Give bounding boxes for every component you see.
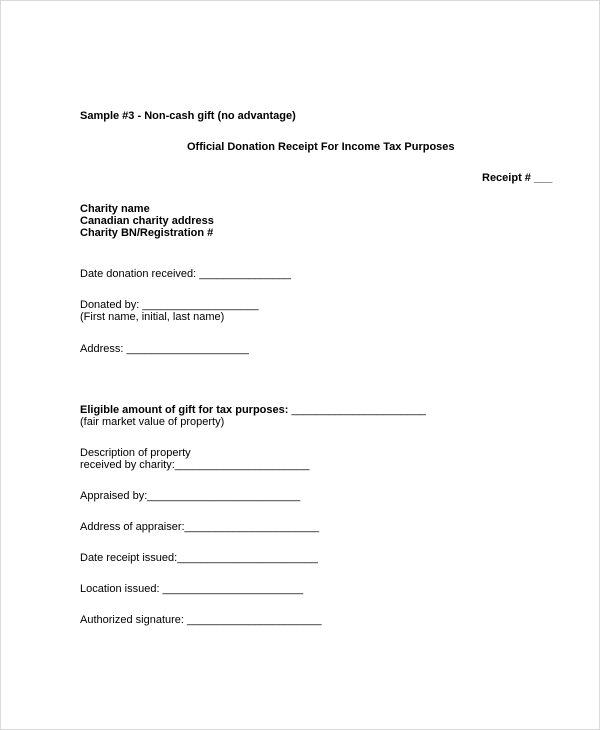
description-line-1: Description of property xyxy=(80,447,191,459)
receipt-number: Receipt # ___ xyxy=(482,172,553,184)
charity-registration: Charity BN/Registration # xyxy=(80,227,214,239)
charity-address: Canadian charity address xyxy=(80,215,214,227)
document-title: Official Donation Receipt For Income Tax Purposes xyxy=(187,141,455,153)
eligible-amount-line: ______________________ xyxy=(288,404,427,416)
authorized-signature-field: Authorized signature: ______________________ xyxy=(80,614,322,626)
donated-by-field: Donated by: ___________________ xyxy=(80,299,259,311)
location-issued-field: Location issued: _______________________ xyxy=(80,583,304,595)
donated-by-note: (First name, initial, last name) xyxy=(80,311,225,323)
appraised-by-field: Appraised by:_________________________ xyxy=(80,490,301,502)
charity-name: Charity name xyxy=(80,203,150,215)
eligible-amount-field xyxy=(80,404,426,416)
description-line-2: received by charity:______________________ xyxy=(80,459,310,471)
date-received-field: Date donation received: _______________ xyxy=(80,268,292,280)
address-field: Address: ____________________ xyxy=(80,343,249,355)
eligible-amount-note: (fair market value of property) xyxy=(80,416,225,428)
date-issued-field: Date receipt issued:_______________________ xyxy=(80,552,318,564)
eligible-amount-label: Eligible amount of gift for tax purposes: xyxy=(80,404,289,416)
sample-heading: Sample #3 - Non-cash gift (no advantage) xyxy=(80,110,296,122)
appraiser-address-field: Address of appraiser:______________________ xyxy=(80,521,320,533)
